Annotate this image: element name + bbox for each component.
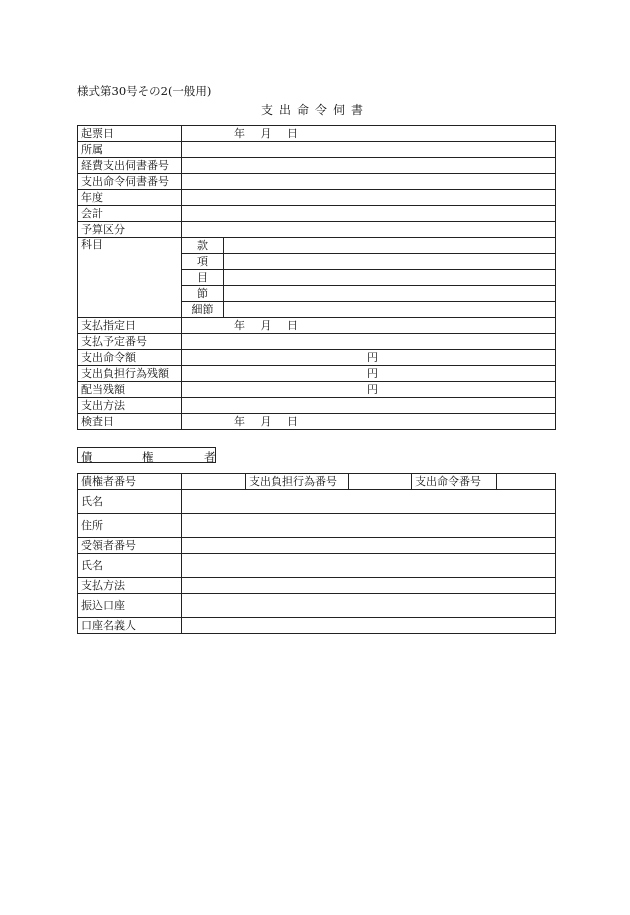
- commitment-balance-field[interactable]: [182, 366, 556, 382]
- allocation-balance-field[interactable]: [182, 382, 556, 398]
- creditor-payment-order-no-field[interactable]: [497, 474, 556, 490]
- scheduled-payment-no-label: 支払予定番号: [78, 334, 182, 350]
- creditor-address-label: 住所: [78, 514, 182, 538]
- payment-order-amount-label: 支出命令額: [78, 350, 182, 366]
- row-scheduled-payment-no: [78, 334, 556, 350]
- creditor-heading-char: 債: [81, 450, 93, 464]
- commitment-balance-label: 支出負担行為残額: [78, 366, 182, 382]
- subject-kou-field[interactable]: [224, 254, 556, 270]
- row-department: [78, 142, 556, 158]
- creditor-payment-method-field[interactable]: [182, 578, 556, 594]
- creditor-name-label: 氏名: [78, 490, 182, 514]
- subject-moku-field[interactable]: [224, 270, 556, 286]
- creditor-no-field[interactable]: [182, 474, 246, 490]
- subject-setsu-field[interactable]: [224, 286, 556, 302]
- year-unit: 年: [234, 127, 245, 140]
- budget-category-label: 予算区分: [78, 222, 182, 238]
- row-creditor-no: [78, 474, 556, 490]
- creditor-heading-char: 者: [204, 450, 216, 464]
- creditor-table: [77, 473, 556, 634]
- row-payment-order-no: [78, 174, 556, 190]
- form-number: 様式第30号その2(一般用): [77, 84, 212, 98]
- creditor-address-field[interactable]: [182, 514, 556, 538]
- year-unit: 年: [234, 415, 245, 428]
- expense-request-no-label: 経費支出伺書番号: [78, 158, 182, 174]
- payment-date-field[interactable]: [182, 318, 556, 334]
- recipient-no-field[interactable]: [182, 538, 556, 554]
- recipient-name-label: 氏名: [78, 554, 182, 578]
- row-fiscal-year: [78, 190, 556, 206]
- subject-part-kan: 款: [182, 238, 224, 254]
- row-expense-request-no: [78, 158, 556, 174]
- row-account: [78, 206, 556, 222]
- payment-method-field[interactable]: [182, 398, 556, 414]
- day-unit: 日: [287, 415, 298, 428]
- account-holder-label: 口座名義人: [78, 618, 182, 634]
- day-unit: 日: [287, 319, 298, 332]
- payment-order-amount-field[interactable]: [182, 350, 556, 366]
- account-holder-field[interactable]: [182, 618, 556, 634]
- row-transfer-account: [78, 594, 556, 618]
- creditor-heading: [77, 447, 216, 463]
- account-label: 会計: [78, 206, 182, 222]
- department-field[interactable]: [182, 142, 556, 158]
- row-creditor-address: [78, 514, 556, 538]
- account-field[interactable]: [182, 206, 556, 222]
- row-recipient-no: [78, 538, 556, 554]
- month-unit: 月: [260, 415, 272, 428]
- month-unit: 月: [260, 319, 272, 332]
- payment-method-label: 支出方法: [78, 398, 182, 414]
- expense-request-no-field[interactable]: [182, 158, 556, 174]
- payment-order-table: [77, 125, 556, 430]
- subject-part-kou: 項: [182, 254, 224, 270]
- yen-unit: 円: [367, 383, 378, 396]
- creditor-payment-order-no-label: 支出命令番号: [412, 474, 497, 490]
- creditor-name-field[interactable]: [182, 490, 556, 514]
- row-account-holder: [78, 618, 556, 634]
- budget-category-field[interactable]: [182, 222, 556, 238]
- commitment-no-label: 支出負担行為番号: [246, 474, 349, 490]
- row-commitment-balance: [78, 366, 556, 382]
- scheduled-payment-no-field[interactable]: [182, 334, 556, 350]
- recipient-no-label: 受領者番号: [78, 538, 182, 554]
- form-title: 支出命令伺書: [260, 103, 369, 117]
- subject-part-saisetsu: 細節: [182, 302, 224, 318]
- inspection-date-label: 検査日: [78, 414, 182, 430]
- yen-unit: 円: [367, 351, 378, 364]
- department-label: 所属: [78, 142, 182, 158]
- row-allocation-balance: [78, 382, 556, 398]
- subject-part-setsu: 節: [182, 286, 224, 302]
- row-payment-method: [78, 398, 556, 414]
- allocation-balance-label: 配当残額: [78, 382, 182, 398]
- inspection-date-field[interactable]: [182, 414, 556, 430]
- commitment-no-field[interactable]: [349, 474, 412, 490]
- draft-date-field[interactable]: [182, 126, 556, 142]
- row-recipient-name: [78, 554, 556, 578]
- payment-order-no-field[interactable]: [182, 174, 556, 190]
- payment-date-label: 支払指定日: [78, 318, 182, 334]
- row-creditor-payment-method: [78, 578, 556, 594]
- subject-kan-field[interactable]: [224, 238, 556, 254]
- row-inspection-date: [78, 414, 556, 430]
- row-payment-order-amount: [78, 350, 556, 366]
- transfer-account-field[interactable]: [182, 594, 556, 618]
- row-draft-date: [78, 126, 556, 142]
- subject-saisetsu-field[interactable]: [224, 302, 556, 318]
- fiscal-year-label: 年度: [78, 190, 182, 206]
- month-unit: 月: [260, 127, 272, 140]
- transfer-account-label: 振込口座: [78, 594, 182, 618]
- day-unit: 日: [287, 127, 298, 140]
- subject-part-moku: 目: [182, 270, 224, 286]
- row-payment-date: [78, 318, 556, 334]
- year-unit: 年: [234, 319, 245, 332]
- creditor-heading-char: 権: [142, 450, 154, 464]
- row-budget-category: [78, 222, 556, 238]
- row-creditor-name: [78, 490, 556, 514]
- fiscal-year-field[interactable]: [182, 190, 556, 206]
- creditor-payment-method-label: 支払方法: [78, 578, 182, 594]
- row-subject-kan: [78, 238, 556, 254]
- draft-date-label: 起票日: [78, 126, 182, 142]
- subject-label: 科目: [78, 238, 182, 318]
- yen-unit: 円: [367, 367, 378, 380]
- recipient-name-field[interactable]: [182, 554, 556, 578]
- creditor-no-label: 債権者番号: [78, 474, 182, 490]
- payment-order-no-label: 支出命令伺書番号: [78, 174, 182, 190]
